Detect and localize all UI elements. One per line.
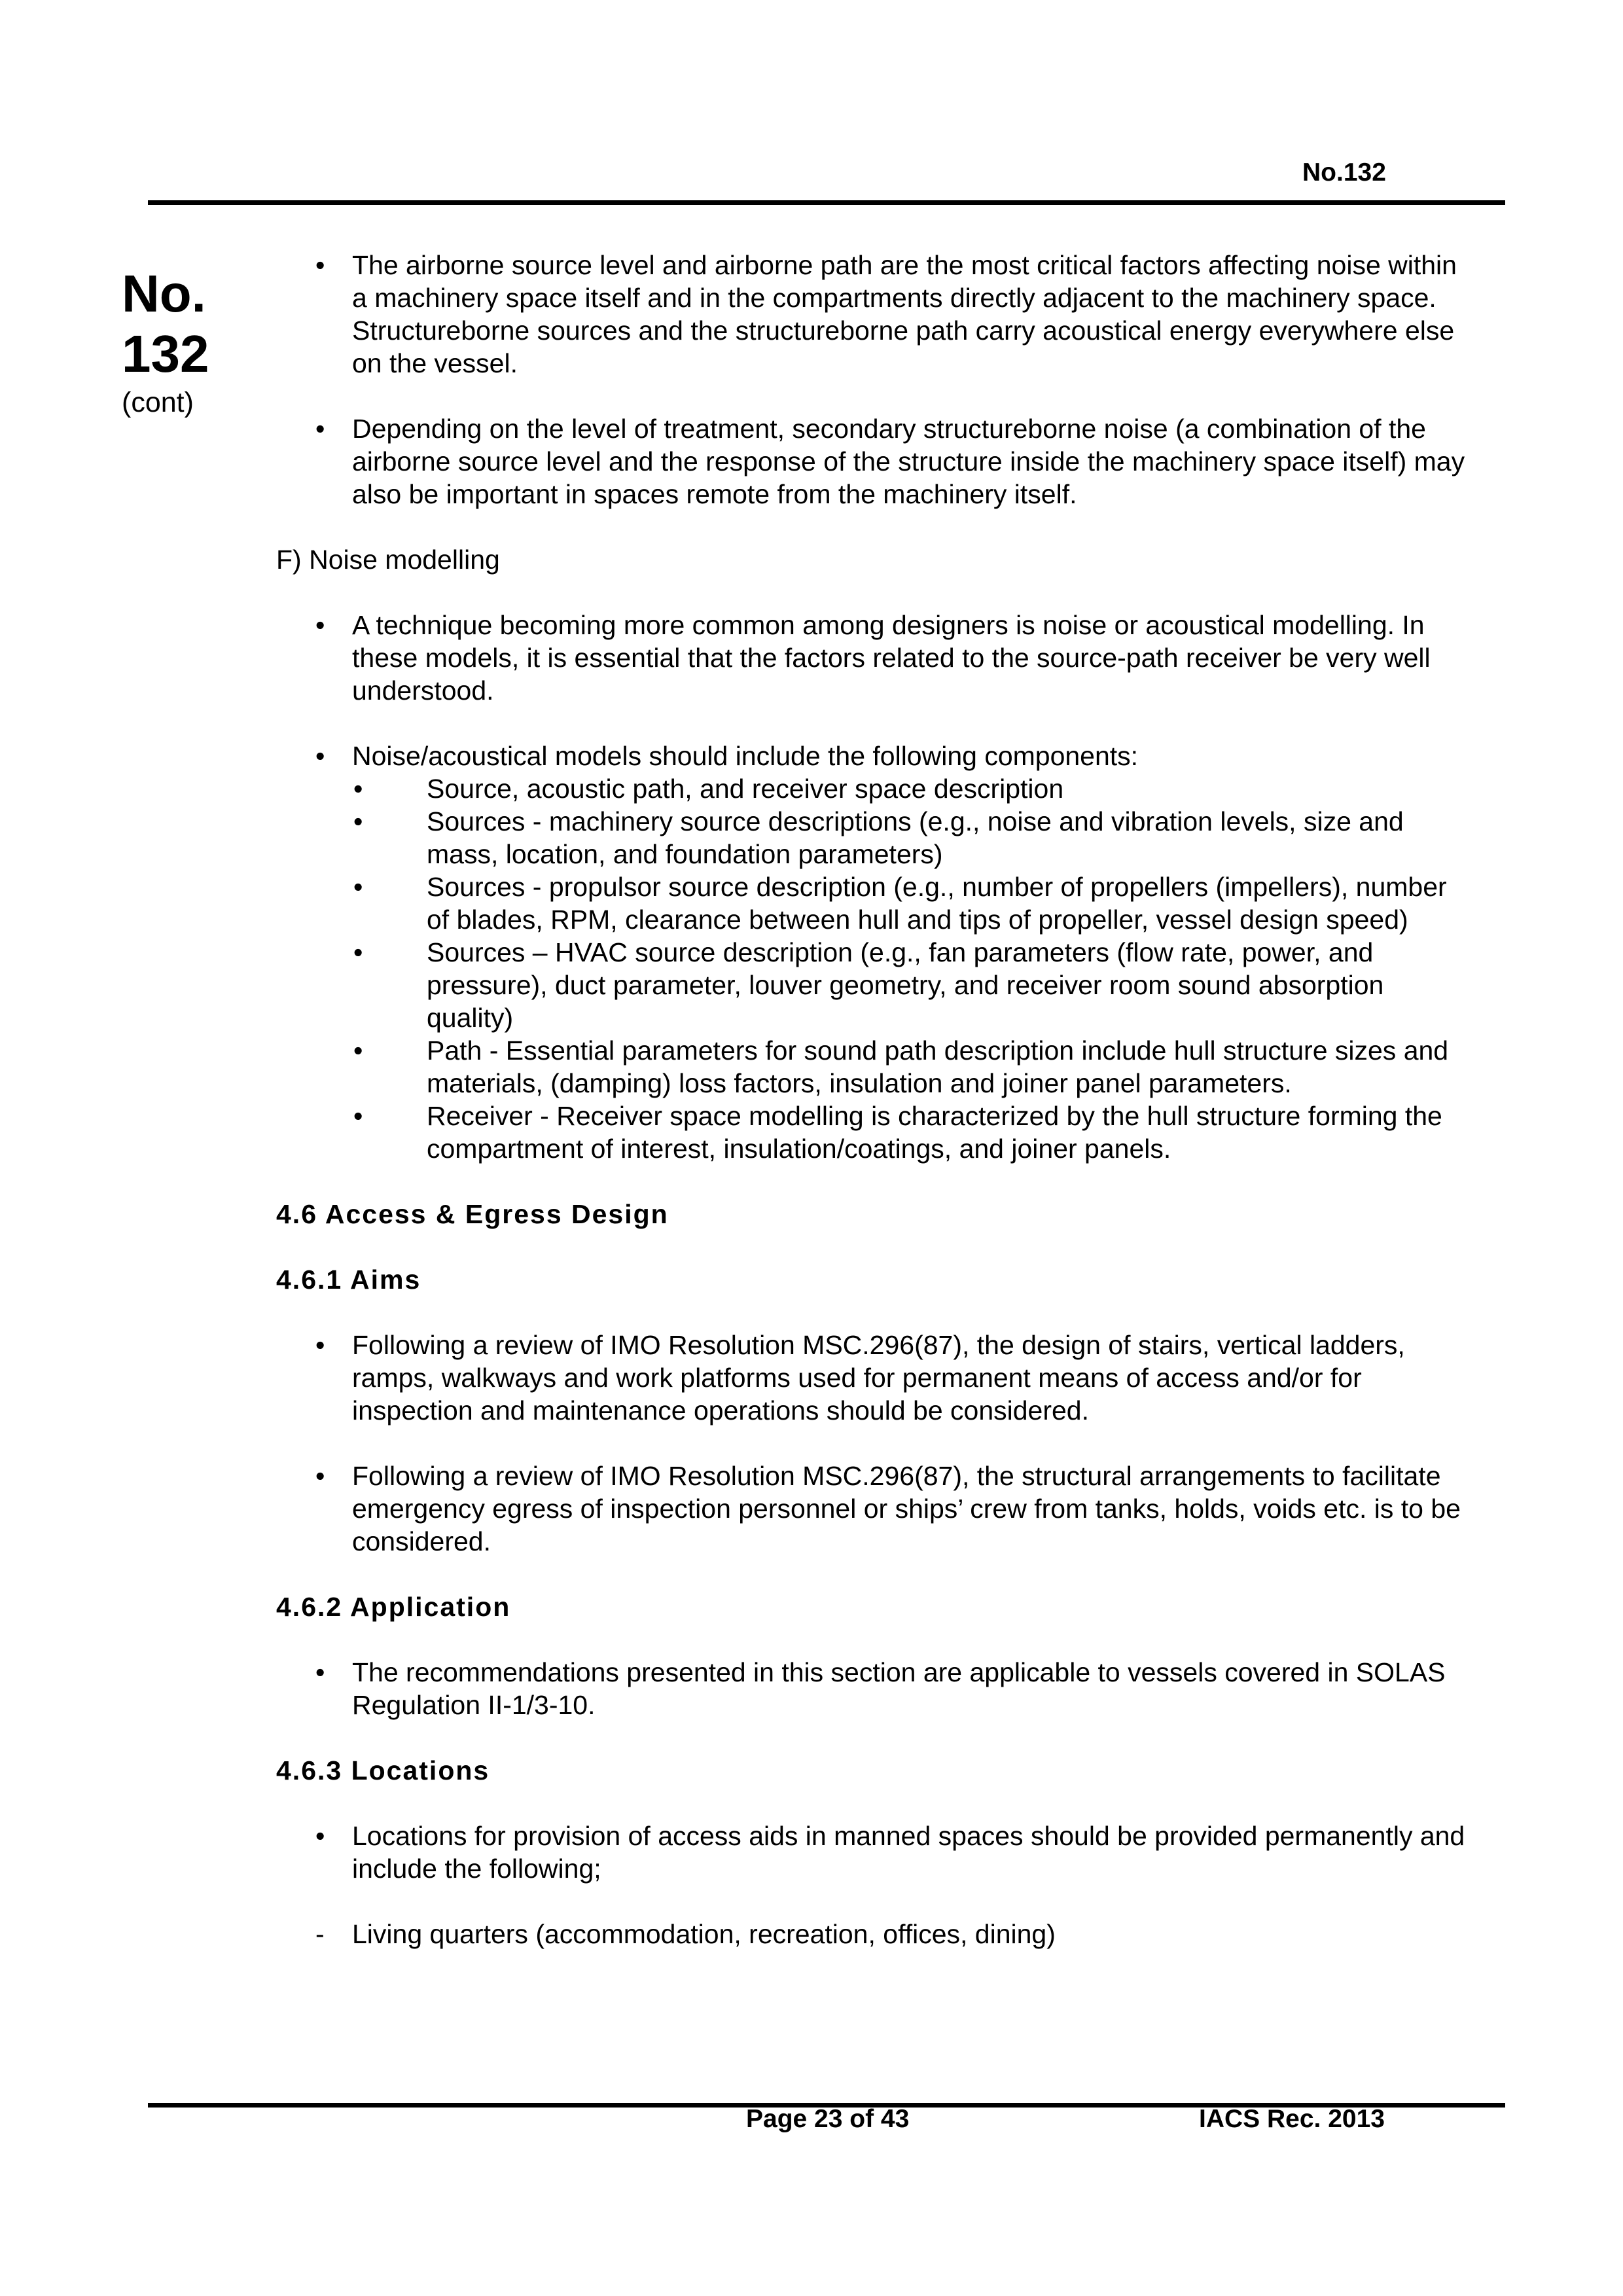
bullet-mark: • (353, 774, 363, 804)
paragraph-text: A technique becoming more common among designers is noise or acoustical modelling. In these models, it is essential that the factors related to the source-path receiver be very well understood. (352, 610, 1431, 706)
section-heading-access-egress: 4.6 Access & Egress Design (276, 1199, 669, 1229)
section-heading-locations: 4.6.3 Locations (276, 1755, 490, 1785)
paragraph-locations (276, 1820, 1467, 1885)
paragraph-aims-egress (276, 1460, 1467, 1558)
paragraph-text: Following a review of IMO Resolution MSC.296(87), the design of stairs, vertical ladders, ramps, walkways and work platforms used for permanent means of access and/or for inspection and maintenance operations should be considered. (352, 1330, 1405, 1426)
bullet-mark: • (353, 1101, 363, 1131)
bullet-mark: • (315, 741, 325, 771)
paragraph-secondary-noise (276, 412, 1467, 511)
list-item-text: Sources - propulsor source description (e.g., number of propellers (impellers), number of blades, RPM, clearance between hull and tips of propeller, vessel design speed) (427, 872, 1447, 935)
dash-mark: - (315, 1919, 325, 1949)
list-item (276, 870, 1467, 936)
list-item (276, 1034, 1467, 1100)
list-item-text: Receiver - Receiver space modelling is characterized by the hull structure forming the compartment of interest, insulation/coatings, and joiner panels. (427, 1101, 1442, 1164)
paragraph-application (276, 1656, 1467, 1721)
list-item-text: Source, acoustic path, and receiver space description (427, 774, 1064, 804)
paragraph-text: The airborne source level and airborne path are the most critical factors affecting noise within a machinery space itself and in the compartments directly adjacent to the machinery space. Structureborne sources and the structureborne path carry acoustical energy everywhere else on the vessel. (352, 250, 1457, 378)
bullet-mark: • (315, 1657, 325, 1687)
paragraph-text: The recommendations presented in this section are applicable to vessels covered in SOLAS Regulation II-1/3-10. (352, 1657, 1446, 1720)
list-item (276, 805, 1467, 870)
paragraph-text: Living quarters (accommodation, recreation, offices, dining) (352, 1919, 1056, 1949)
header-document-ref: No.132 (1302, 158, 1386, 187)
paragraph-model-components (276, 740, 1467, 772)
dash-item-living-quarters (276, 1918, 1467, 1950)
list-item-text: Sources - machinery source descriptions (e.g., noise and vibration levels, size and mass, location, and foundation parameters) (427, 806, 1404, 869)
bullet-mark: • (353, 806, 363, 836)
footer-recommendation-ref: IACS Rec. 2013 (1199, 2105, 1385, 2133)
list-item (276, 772, 1467, 805)
bullet-mark: • (315, 250, 325, 280)
bullet-mark: • (353, 1035, 363, 1066)
section-heading-application: 4.6.2 Application (276, 1592, 511, 1622)
bullet-mark: • (315, 1461, 325, 1491)
footer-page-number: Page 23 of 43 (746, 2105, 910, 2133)
paragraph-airborne-source (276, 249, 1467, 380)
paragraph-text: Following a review of IMO Resolution MSC.296(87), the structural arrangements to facilitate emergency egress of inspection personnel or ships’ crew from tanks, holds, voids etc. is to be considered. (352, 1461, 1461, 1556)
paragraph-modelling-technique (276, 609, 1467, 707)
paragraph-text: Depending on the level of treatment, secondary structureborne noise (a combination of the airborne source level and the response of the structure inside the machinery space itself) may also be important in spaces remote from the machinery itself. (352, 414, 1465, 509)
bullet-mark: • (315, 414, 325, 444)
component-list (276, 772, 1467, 1165)
section-heading-noise-modelling: F) Noise modelling (276, 545, 500, 575)
list-item (276, 936, 1467, 1034)
list-item-text: Path - Essential parameters for sound path description include hull structure sizes and materials, (damping) loss factors, insulation and joiner panel parameters. (427, 1035, 1449, 1098)
section-heading-aims: 4.6.1 Aims (276, 1265, 421, 1295)
paragraph-text: Locations for provision of access aids in manned spaces should be provided permanently and include the following; (352, 1821, 1465, 1884)
side-badge-cont: (cont) (122, 387, 194, 418)
list-item (276, 1100, 1467, 1165)
side-badge (122, 264, 220, 419)
paragraph-text: Noise/acoustical models should include the following components: (352, 741, 1139, 771)
side-badge-no: No. (122, 264, 206, 323)
bullet-mark: • (353, 937, 363, 967)
side-badge-number: 132 (122, 325, 209, 383)
header-rule (148, 200, 1505, 205)
document-body (276, 249, 1467, 1983)
bullet-mark: • (315, 610, 325, 640)
paragraph-aims-access (276, 1329, 1467, 1427)
bullet-mark: • (353, 872, 363, 902)
list-item-text: Sources – HVAC source description (e.g., fan parameters (flow rate, power, and pressure), duct parameter, louver geometry, and receiver room sound absorption quality) (427, 937, 1384, 1033)
bullet-mark: • (315, 1330, 325, 1360)
bullet-mark: • (315, 1821, 325, 1851)
